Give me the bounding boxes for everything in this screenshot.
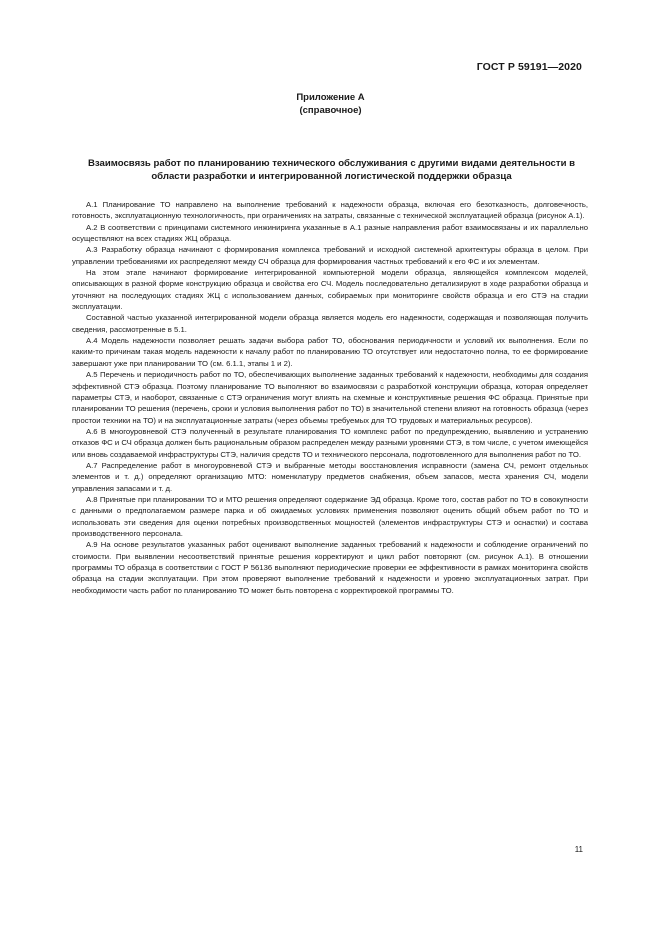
appendix-note: (справочное) bbox=[299, 105, 362, 116]
paragraph-a2: А.2 В соответствии с принципами системного инжиниринга указанные в А.1 разные направления работ взаимосвязаны и их параллельно осуществляют на всех стадиях ЖЦ образца. bbox=[72, 222, 588, 244]
paragraph-a9: А.9 На основе результатов указанных работ оценивают выполнение заданных требований к надежности и соблюдение ограничений по стоимости. При выявлении несоответствий принятые решения корректируют и цикл работ повторяют (см. рисунок А.1). В отношении программы ТО образца в соответствии с ГОСТ Р 56136 выполняют периодические проверки ее эффективности в рамках мониторинга свойств образца на стадии эксплуатации. При этом проверяют выполнение требований к надежности и уровню эксплуатационных затрат. При необходимости часть работ по планированию ТО может быть повторена с корректировкой программы ТО. bbox=[72, 540, 588, 595]
paragraph-a3-model: На этом этапе начинают формирование интегрированной компьютерной модели образца, являющейся комплексом моделей, описывающих в разной форме конструкцию образца и свойства его СЧ. Модель последовательно детализируют в ходе разработки образца и уточняют на последующих стадиях ЖЦ с использованием данных, собираемых при мониторинге свойств образца и его СТЭ на стадии эксплуатации. bbox=[72, 268, 588, 312]
paragraph-a4: А.4 Модель надежности позволяет решать задачи выбора работ ТО, обоснования периодичности и условий их выполнения. Если по каким-то причинам такая модель надежности к началу работ по планированию ТО отсутствует или недостаточно полна, то ее формирование завершают уже при планировании ТО (см. 6.1.1, этапы 1 и 2). bbox=[72, 336, 588, 368]
paragraph-a3: А.3 Разработку образца начинают с формирования комплекса требований и исходной системной архитектуры образца в целом. При управлении требованиями их распределяют между СЧ образца для формирования частных требований к его ФС и их элементам. bbox=[72, 245, 588, 266]
appendix-body bbox=[72, 199, 588, 596]
page-number: 11 bbox=[574, 845, 583, 854]
paragraph-a3-reliability: Составной частью указанной интегрированной модели образца является модель его надежности, содержащая и позволяющая получить сведения, рассмотренные в 5.1. bbox=[72, 313, 588, 334]
document-code: ГОСТ Р 59191—2020 bbox=[476, 61, 582, 73]
paragraph-a7: А.7 Распределение работ в многоуровневой СТЭ и выбранные методы восстановления исправности (замена СЧ, ремонт отдельных элементов и т. д.) определяют организацию МТО: номенклатуру предметов снабжения, объем запасов, места хранения СЧ, модели управления запасами и т. д. bbox=[72, 460, 588, 493]
appendix-heading bbox=[0, 91, 661, 117]
paragraph-a1: А.1 Планирование ТО направлено на выполнение требований к надежности образца, включая его безотказность, долговечность, готовность, эксплуатационную технологичность, при ограничениях на затраты, связанные с технической эксплуатацией образца (рисунок А.1). bbox=[72, 200, 588, 221]
paragraph-a6: А.6 В многоуровневой СТЭ полученный в результате планирования ТО комплекс работ по предупреждению, выявлению и устранению отказов ФС и СЧ образца должен быть рациональным образом распределен между разными уровнями СТЭ, в том числе, с учетом имеющейся или вновь создаваемой инфраструктуры СТЭ, наличия средств ТО и технического персонала, подготовленного для выполнения работ по ТО. bbox=[72, 426, 588, 459]
paragraph-a5: А.5 Перечень и периодичность работ по ТО, обеспечивающих выполнение заданных требований к надежности, необходимы для создания эффективной СТЭ образца. Поэтому планирование ТО выполняют во взаимосвязи с разработкой конструкции образца, которая определяет параметры СТЭ, и наоборот, связанные с СТЭ ограничения могут влиять на схемные и конструктивные решения ФС образца. Принятые при планировании ТО решения (перечень, сроки и условия выполнения работ по ТО) в значительной степени влияют на готовность образца (через простои техники на ТО) и на эксплуатационные затраты (через объемы требуемых для ТО трудовых и материальных ресурсов). bbox=[72, 370, 588, 425]
appendix-label: Приложение А bbox=[296, 92, 365, 103]
appendix-title: Взаимосвязь работ по планированию технического обслуживания с другими видами деятельности в области разработки и интегрированной логистической поддержки образца bbox=[87, 158, 576, 182]
paragraph-a8: А.8 Принятые при планировании ТО и МТО решения определяют содержание ЭД образца. Кроме того, состав работ по ТО в совокупности с данными о предполагаемом размере парка и об ожидаемых условиях применения позволяют оценить общий объем работ по ТО и использовать эти сведения для оценки потребных производственных мощностей (элементов инфраструктуры СТЭ и оснастки) и состава производственного персонала. bbox=[72, 494, 588, 538]
